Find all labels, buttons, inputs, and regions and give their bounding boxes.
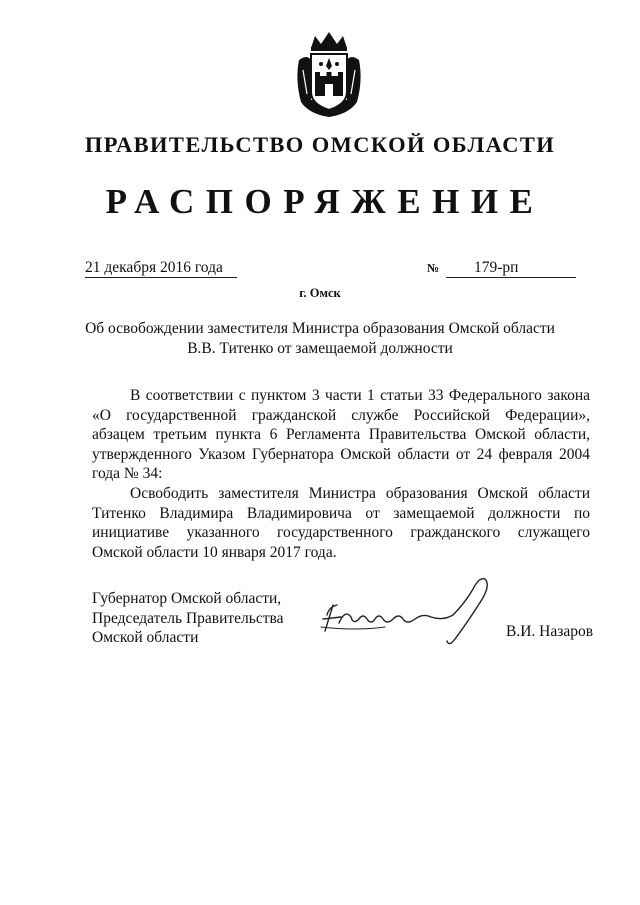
signatory-title-line-3: Омской области [92, 629, 199, 646]
handwritten-signature [315, 569, 505, 655]
signatory-name: В.И. Назаров [506, 623, 594, 640]
signatory-title [92, 589, 284, 648]
subject-line-1: Об освобождении заместителя Министра образования Омской области [85, 320, 555, 337]
coat-of-arms-icon [291, 30, 367, 118]
signatory-title-line-2: Председатель Правительства [92, 609, 284, 627]
subject-line-2: В.В. Титенко от замещаемой должности [187, 340, 453, 357]
document-number: 179-рп [474, 259, 519, 276]
city: г. Омск [299, 286, 341, 300]
signatory-title-line-1: Губернатор Омской области, [92, 590, 282, 607]
government-title: ПРАВИТЕЛЬСТВО ОМСКОЙ ОБЛАСТИ [84, 132, 556, 157]
document-body [92, 386, 590, 562]
document-date: 21 декабря 2016 года [85, 259, 237, 278]
body-paragraph-2: Освободить заместителя Министра образования Омской области Титенко Владимира Владимировича от замещаемой должности по инициативе указанного государственного гражданского служащего Омской области 10 января 2017 года. [92, 484, 590, 561]
document-subject [0, 319, 640, 359]
document-type-title: РАСПОРЯЖЕНИЕ [105, 182, 545, 221]
number-label: № [427, 261, 440, 275]
document-number-field [446, 259, 576, 278]
body-paragraph-1: В соответствии с пунктом 3 части 1 статьи 33 Федерального закона «О государственной гражданской службе Российской Федерации», абзацем третьим пункта 6 Регламента Правительства Омской области, утвержденного Указом Губернатора Омской области от 24 февраля 2004 года № 34: [92, 387, 590, 483]
